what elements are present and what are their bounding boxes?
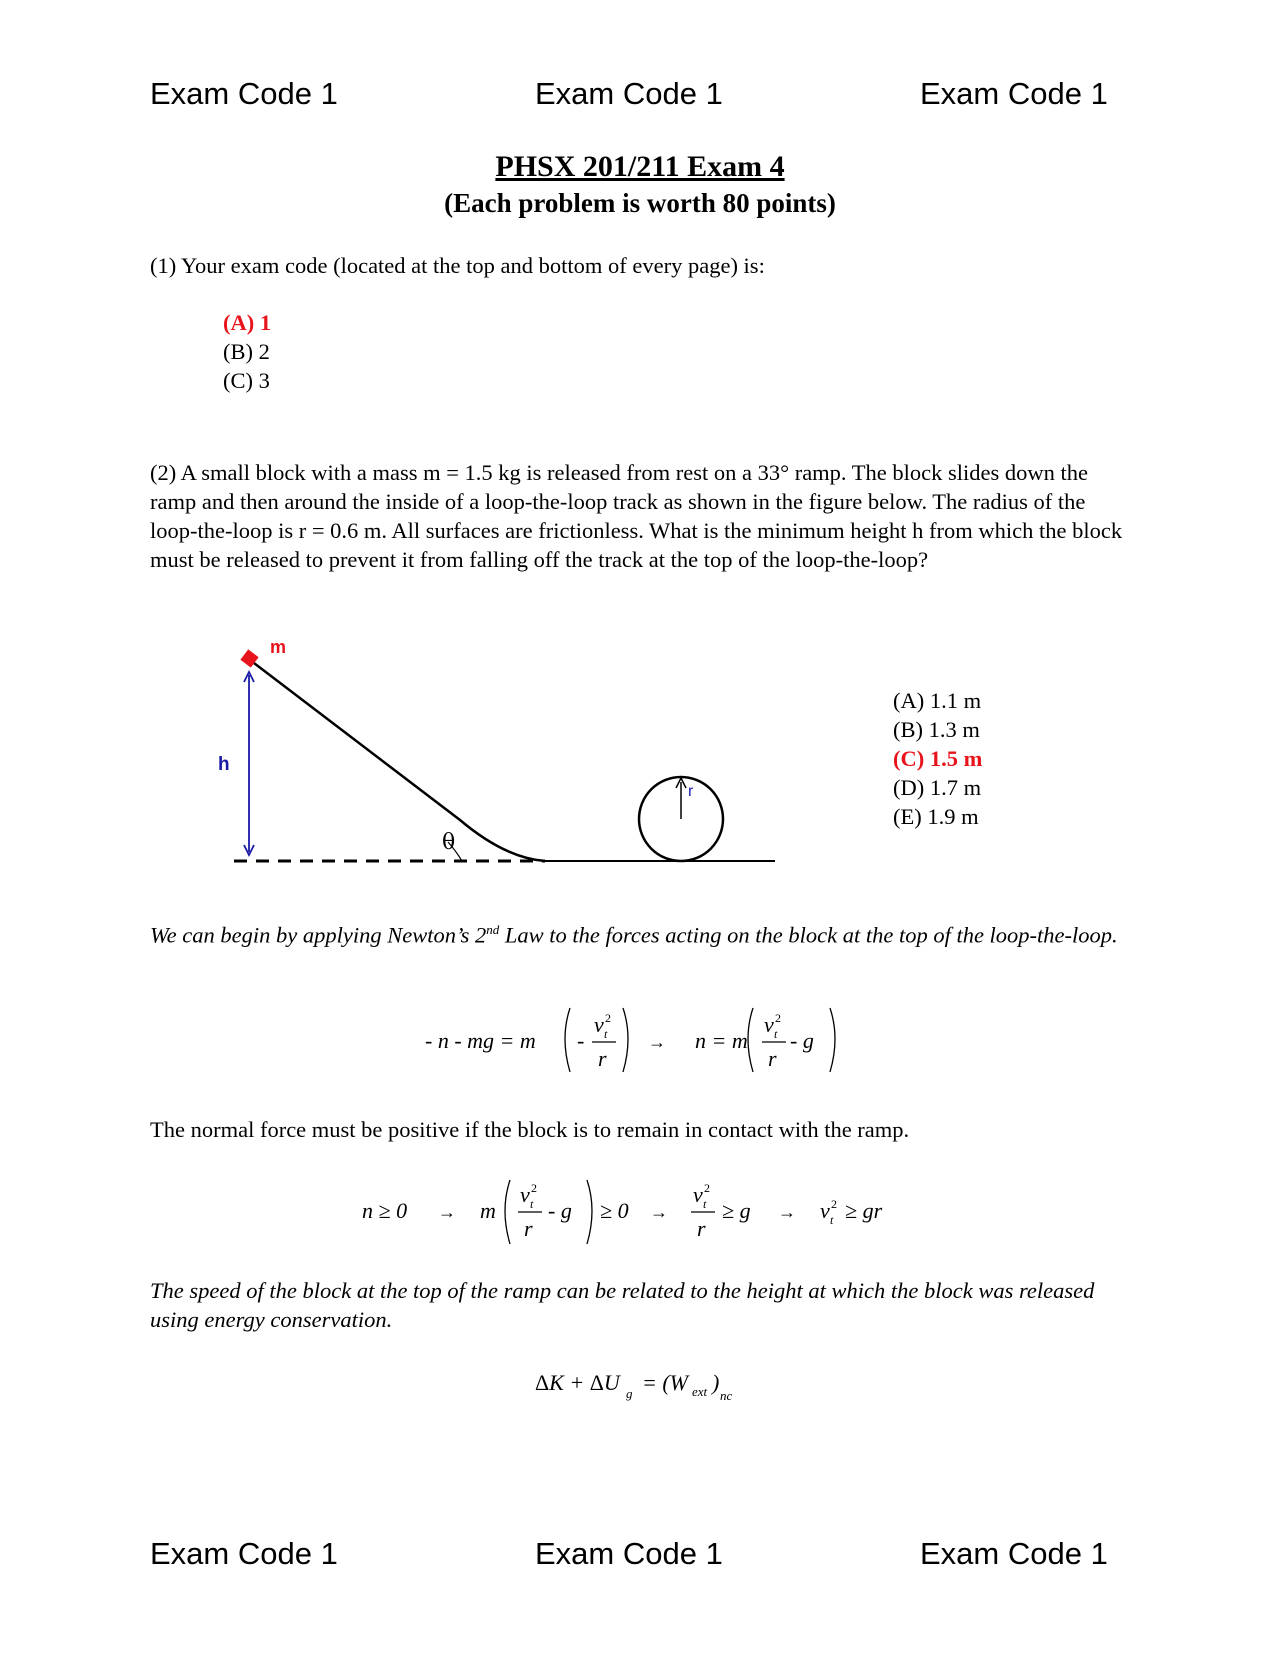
header-exam-code-center: Exam Code 1 [535, 76, 723, 111]
q2-choice-a: (A) 1.1 m [893, 688, 982, 713]
solution-intro [150, 915, 1130, 950]
svg-text:ext: ext [692, 1384, 708, 1399]
page-subtitle: (Each problem is worth 80 points) [444, 188, 836, 218]
svg-text:v: v [820, 1198, 830, 1223]
svg-text:≥ 0: ≥ 0 [600, 1198, 629, 1223]
svg-text:r: r [697, 1216, 706, 1241]
svg-text:g: g [626, 1386, 633, 1401]
q1-prompt: (1) Your exam code (located at the top and bottom of every page) is: [150, 253, 765, 278]
svg-text:): ) [712, 1370, 720, 1395]
q2-choice-b: (B) 1.3 m [893, 717, 980, 742]
radius-label: r [688, 783, 694, 800]
svg-text:t: t [530, 1197, 534, 1211]
q2-prompt: (2) A small block with a mass m = 1.5 kg is released from rest on a 33° ramp. The block slides down the ramp and then around the inside of a loop-the-loop track as shown in the figure below. The radius of the loop-the-loop is r = 0.6 m. All surfaces are frictionless. What is the minimum height h from which the block must be released to prevent it from falling off the track at the top of the loop-the-loop? [150, 460, 1123, 572]
q2-choices [893, 686, 982, 831]
svg-text:v: v [764, 1012, 774, 1037]
footer-exam-code-left: Exam Code 1 [150, 1536, 338, 1571]
svg-text:v: v [693, 1182, 703, 1207]
q1-choice-b: (B) 2 [223, 339, 270, 364]
q2-choice-e: (E) 1.9 m [893, 804, 979, 829]
equation-normal-condition [350, 1172, 920, 1252]
footer-exam-code-center: Exam Code 1 [535, 1536, 723, 1571]
q1-choice-c: (C) 3 [223, 368, 270, 393]
q2-choice-d: (D) 1.7 m [893, 775, 982, 800]
energy-conservation-text: The speed of the block at the top of the ramp can be related to the height at which the block was released using energy conservation. [150, 1278, 1095, 1332]
svg-text:2: 2 [605, 1011, 611, 1025]
svg-text:- g: - g [548, 1198, 572, 1223]
header-exam-code-left: Exam Code 1 [150, 76, 338, 111]
q1-choice-a: (A) 1 [223, 310, 272, 335]
svg-text:r: r [524, 1216, 533, 1241]
ramp-loop-figure [200, 630, 800, 890]
svg-text:≥ gr: ≥ gr [845, 1198, 883, 1223]
height-label: h [218, 754, 230, 775]
svg-text:n ≥ 0: n ≥ 0 [362, 1198, 408, 1223]
normal-force-text: The normal force must be positive if the block is to remain in contact with the ramp. [150, 1117, 910, 1142]
footer-exam-code-right: Exam Code 1 [920, 1536, 1108, 1571]
svg-text:→: → [648, 1032, 666, 1052]
equation-energy-conservation [530, 1362, 770, 1412]
svg-text:v: v [520, 1182, 530, 1207]
solution-intro-superscript: nd [486, 922, 500, 937]
svg-text:t: t [830, 1213, 834, 1227]
svg-text:t: t [703, 1197, 707, 1211]
svg-text:v: v [594, 1012, 604, 1037]
svg-text:2: 2 [704, 1181, 710, 1195]
svg-text:m: m [480, 1198, 496, 1223]
q2-choice-c: (C) 1.5 m [893, 746, 983, 771]
page-title: PHSX 201/211 Exam 4 [495, 150, 785, 183]
angle-label: θ [442, 830, 456, 855]
equation-newton-second-law [420, 1000, 860, 1080]
svg-text:ΔK + ΔU: ΔK + ΔU [535, 1370, 620, 1395]
ramp-curve [250, 660, 545, 861]
svg-text:-: - [577, 1028, 585, 1053]
svg-text:t: t [774, 1027, 778, 1041]
q1-choices [223, 308, 271, 395]
svg-text:≥ g: ≥ g [722, 1198, 751, 1223]
svg-text:- g: - g [790, 1028, 814, 1053]
svg-text:= (W: = (W [642, 1370, 688, 1395]
solution-intro-part-a: We can begin by applying Newton’s 2 [150, 922, 487, 948]
svg-text:n = m: n = m [695, 1028, 748, 1053]
svg-text:nc: nc [720, 1388, 733, 1403]
svg-text:t: t [604, 1027, 608, 1041]
svg-text:2: 2 [775, 1011, 781, 1025]
svg-text:→: → [650, 1202, 668, 1222]
svg-text:r: r [598, 1046, 607, 1071]
svg-text:r: r [768, 1046, 777, 1071]
solution-intro-part-b: Law to the forces acting on the block at the top of the loop-the-loop. [499, 922, 1118, 948]
svg-text:2: 2 [531, 1181, 537, 1195]
svg-text:→: → [438, 1202, 456, 1222]
mass-label: m [270, 637, 287, 657]
svg-text:→: → [778, 1202, 796, 1222]
svg-text:2: 2 [831, 1197, 837, 1211]
header-exam-code-right: Exam Code 1 [920, 76, 1108, 111]
svg-text:- n - mg = m: - n - mg = m [425, 1028, 536, 1053]
